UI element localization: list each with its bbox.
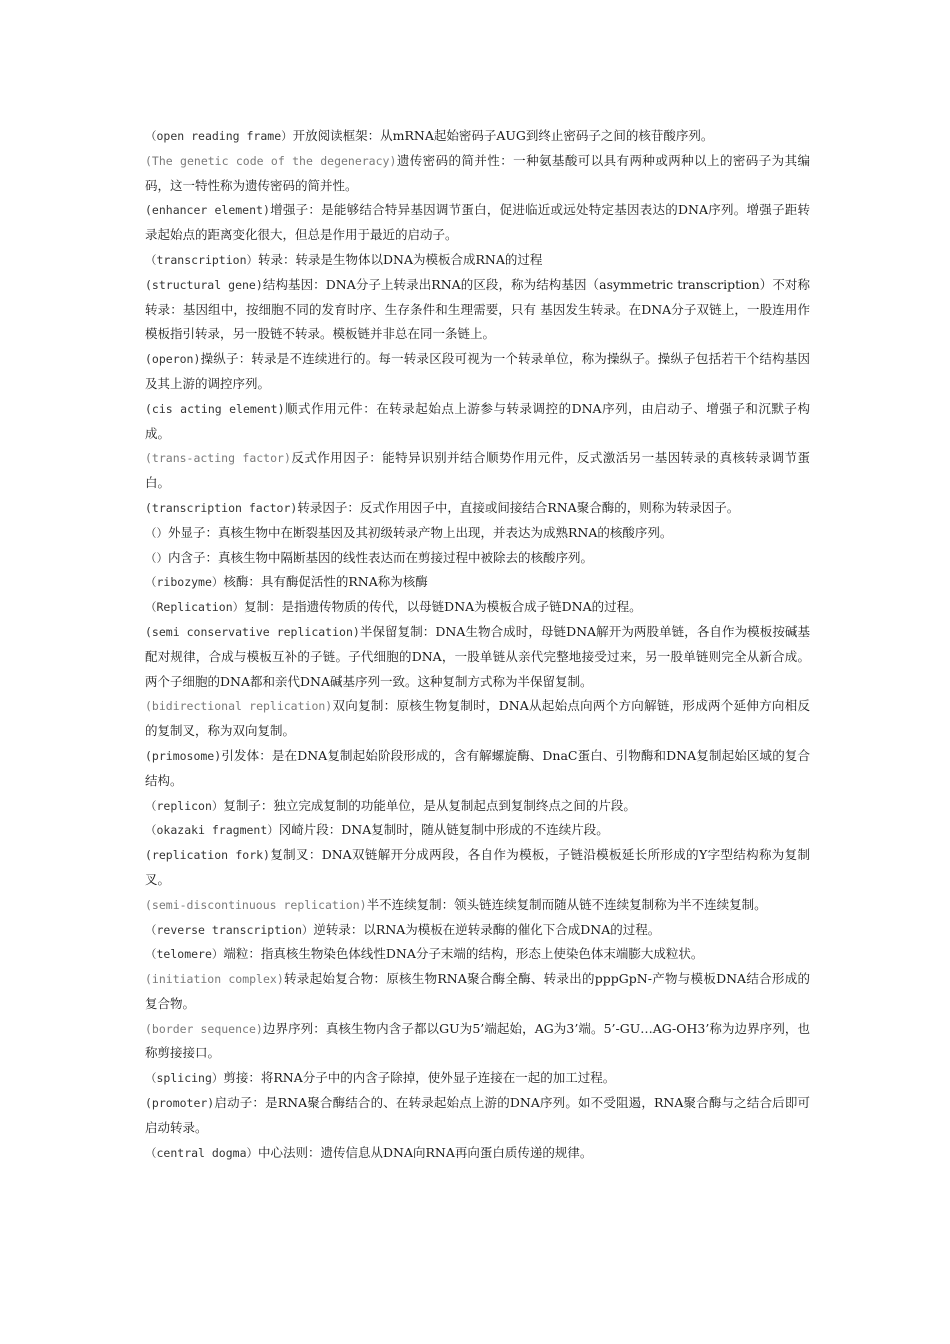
entry-definition: 半保留复制：DNA生物合成时，母链DNA解开为两股单链，各自作为模板按碱基配对规律，合成与模板互补的子链。子代细胞的DNA，一股单链从亲代完整地接受过来，另一股单链则完全从新合成。两个子细胞的DNA都和亲代DNA碱基序列一致。这种复制方式称为半保留复制。 bbox=[145, 623, 810, 689]
glossary-entry bbox=[145, 347, 810, 397]
entry-definition: 遗传密码的简并性：一种氨基酸可以具有两种或两种以上的密码子为其编码，这一特性称为遗传密码的简并性。 bbox=[145, 152, 811, 193]
entry-term: (promoter) bbox=[145, 1096, 215, 1111]
entry-term: (initiation complex) bbox=[145, 972, 284, 987]
entry-definition: 转录因子：反式作用因子中，直接或间接结合RNA聚合酶的，则称为转录因子。 bbox=[297, 499, 740, 515]
entry-definition: 引发体：是在DNA复制起始阶段形成的，含有解螺旋酶、DnaC蛋白、引物酶和DNA复制起始区域的复合结构。 bbox=[145, 747, 810, 788]
entry-definition: 复制叉：DNA双链解开分成两段，各自作为模板，子链沿模板延长所形成的Y字型结构称为复制叉。 bbox=[145, 847, 811, 887]
glossary-entry bbox=[145, 843, 810, 893]
glossary-entry bbox=[145, 570, 810, 595]
glossary-entry bbox=[145, 1066, 810, 1091]
glossary-entry bbox=[145, 397, 810, 447]
entry-definition: 转录起始复合物：原核生物RNA聚合酶全酶、转录出的pppGpN-产物与模板DNA结合形成的复合物。 bbox=[145, 971, 810, 1011]
entry-definition: 中心法则：遗传信息从DNA向RNA再向蛋白质传递的规律。 bbox=[258, 1144, 593, 1160]
glossary-entry bbox=[145, 1141, 810, 1166]
entry-definition: 转录：转录是生物体以DNA为模板合成RNA的过程 bbox=[258, 251, 543, 267]
entry-term: (enhancer element) bbox=[145, 203, 270, 218]
glossary-entry bbox=[145, 942, 810, 967]
entry-term: （） bbox=[145, 525, 168, 540]
glossary-entry bbox=[145, 818, 810, 843]
glossary-entry bbox=[145, 694, 810, 744]
glossary-entry bbox=[145, 198, 810, 248]
glossary-entry bbox=[145, 124, 810, 149]
entry-definition: 外显子：真核生物中在断裂基因及其初级转录产物上出现，并表达为成熟RNA的核酸序列。 bbox=[168, 524, 673, 540]
entry-definition: 端粒：指真核生物染色体线性DNA分子末端的结构，形态上使染色体末端膨大成粒状。 bbox=[223, 946, 704, 962]
entry-term: （telomere） bbox=[145, 947, 224, 962]
entry-term: （open reading frame） bbox=[145, 129, 293, 143]
glossary-entry bbox=[145, 149, 810, 199]
entry-definition: 增强子：是能够结合特异基因调节蛋白，促进临近或远处特定基因表达的DNA序列。增强子距转录起始点的距离变化很大，但总是作用于最近的启动子。 bbox=[145, 202, 810, 243]
glossary-entry bbox=[145, 248, 810, 273]
entry-term: (structural gene) bbox=[145, 277, 263, 292]
glossary-entry bbox=[145, 744, 810, 794]
entry-term: （splicing） bbox=[145, 1071, 224, 1086]
entry-definition: 半不连续复制：领头链连续复制而随从链不连续复制称为半不连续复制。 bbox=[366, 896, 767, 912]
entry-definition: 开放阅读框架：从mRNA起始密码子AUG到终止密码子之间的核苷酸序列。 bbox=[292, 128, 714, 143]
glossary-entry bbox=[145, 967, 810, 1017]
glossary-entry bbox=[145, 546, 810, 571]
entry-definition: 反式作用因子：能特异识别并结合顺势作用元件，反式激活另一基因转录的真核转录调节蛋白。 bbox=[145, 450, 810, 491]
entry-term: (operon) bbox=[145, 352, 201, 367]
entry-term: （ribozyme） bbox=[145, 575, 224, 590]
glossary-entry bbox=[145, 496, 810, 521]
glossary-entry bbox=[145, 794, 810, 819]
entry-definition: 冈崎片段：DNA复制时，随从链复制中形成的不连续片段。 bbox=[278, 822, 609, 838]
entry-term: （okazaki fragment） bbox=[145, 823, 279, 838]
glossary-entry bbox=[145, 893, 810, 918]
entry-term: (primosome) bbox=[145, 748, 222, 763]
entry-definition: 启动子：是RNA聚合酶结合的、在转录起始点上游的DNA序列。如不受阻遏，RNA聚合酶与之结合后即可启动转录。 bbox=[145, 1095, 810, 1135]
entry-term: (replication fork) bbox=[145, 848, 270, 863]
entry-term: （） bbox=[145, 550, 168, 565]
entry-definition: 操纵子：转录是不连续进行的。每一转录区段可视为一个转录单位，称为操纵子。操纵子包括若干个结构基因及其上游的调控序列。 bbox=[145, 351, 810, 391]
entry-term: (bidirectional replication) bbox=[145, 699, 333, 714]
entry-term: (The genetic code of the degeneracy) bbox=[145, 153, 397, 168]
entry-term: （transcription） bbox=[145, 252, 259, 267]
glossary-entry bbox=[145, 1091, 810, 1141]
entry-term: （central dogma） bbox=[145, 1145, 259, 1160]
entry-term: (border sequence) bbox=[145, 1021, 263, 1036]
entry-definition: 核酶：具有酶促活性的RNA称为核酶 bbox=[223, 574, 428, 590]
glossary-entry bbox=[145, 273, 810, 347]
entry-definition: 结构基因：DNA分子上转录出RNA的区段，称为结构基因（asymmetric transcription）不对称转录：基因组中，按细胞不同的发育时序、生存条件和生理需要，只有 基因发生转录。在DNA分子双链上，一股连用作模板指引转录，另一股链不转录。模板链并非总在同一条链上。 bbox=[145, 276, 810, 342]
entry-definition: 逆转录：以RNA为模板在逆转录酶的催化下合成DNA的过程。 bbox=[313, 921, 661, 937]
entry-definition: 复制子：独立完成复制的功能单位，是从复制起点到复制终点之间的片段。 bbox=[223, 797, 636, 813]
entry-definition: 顺式作用元件：在转录起始点上游参与转录调控的DNA序列，由启动子、增强子和沉默子构成。 bbox=[145, 400, 810, 441]
entry-term: (transcription factor) bbox=[145, 500, 298, 515]
entry-term: (trans-acting factor) bbox=[145, 451, 291, 466]
glossary-text-body bbox=[145, 124, 810, 1165]
entry-term: （replicon） bbox=[145, 798, 224, 813]
glossary-entry bbox=[145, 446, 810, 496]
glossary-entry bbox=[145, 918, 810, 943]
entry-definition: 复制：是指遗传物质的传代，以母链DNA为模板合成子链DNA的过程。 bbox=[244, 599, 642, 615]
entry-definition: 边界序列：真核生物内含子都以GU为5’端起始，AG为3’端。5’-GU…AG-OH3’称为边界序列，也称剪接接口。 bbox=[145, 1020, 810, 1061]
entry-term: （reverse transcription） bbox=[145, 922, 314, 937]
entry-definition: 剪接：将RNA分子中的内含子除掉，使外显子连接在一起的加工过程。 bbox=[223, 1070, 616, 1086]
entry-term: (semi-discontinuous replication) bbox=[145, 897, 367, 912]
entry-term: （Replication） bbox=[145, 600, 245, 615]
entry-term: (cis acting element) bbox=[145, 401, 285, 416]
entry-term: (semi conservative replication) bbox=[145, 624, 360, 639]
glossary-entry bbox=[145, 1017, 810, 1067]
entry-definition: 双向复制：原核生物复制时，DNA从起始点向两个方向解链，形成两个延伸方向相反的复制叉，称为双向复制。 bbox=[145, 698, 810, 739]
glossary-entry bbox=[145, 620, 810, 694]
glossary-entry bbox=[145, 521, 810, 546]
glossary-entry bbox=[145, 595, 810, 620]
entry-definition: 内含子：真核生物中隔断基因的线性表达而在剪接过程中被除去的核酸序列。 bbox=[168, 549, 594, 565]
